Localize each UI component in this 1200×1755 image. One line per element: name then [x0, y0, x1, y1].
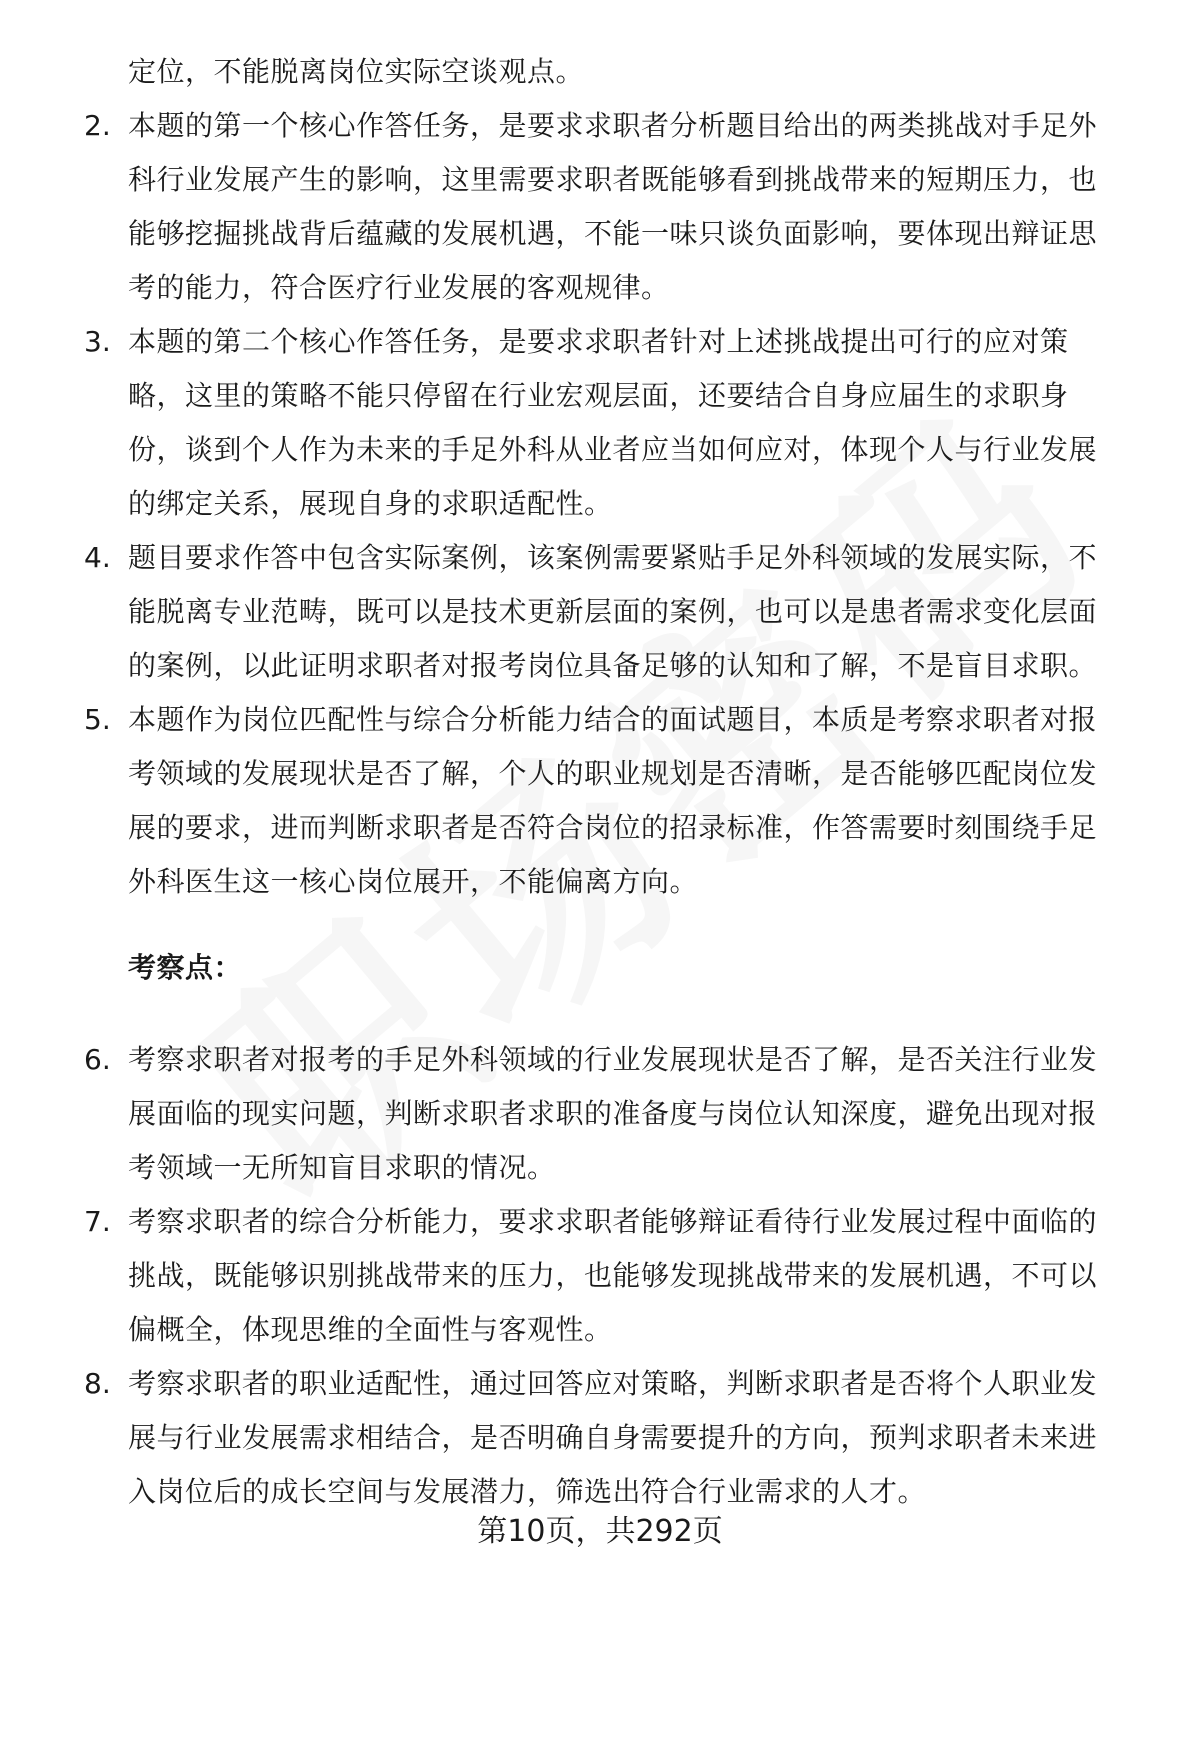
item-text-line: 考的能力，符合医疗行业发展的客观规律。	[128, 271, 670, 304]
item-number: 3.	[84, 325, 111, 358]
item-number: 5.	[84, 703, 111, 736]
item-text-line: 能脱离专业范畴，既可以是技术更新层面的案例，也可以是患者需求变化层面	[128, 595, 1098, 628]
item-text-line: 的绑定关系，展现自身的求职适配性。	[128, 487, 613, 520]
item-text-line: 题目要求作答中包含实际案例，该案例需要紧贴手足外科领域的发展实际，不	[128, 541, 1098, 574]
point-text-line: 偏概全，体现思维的全面性与客观性。	[128, 1313, 613, 1346]
item-text-line: 的案例，以此证明求职者对报考岗位具备足够的认知和了解，不是盲目求职。	[128, 649, 1098, 682]
intro-line: 定位，不能脱离岗位实际空谈观点。	[128, 55, 585, 88]
item-text-line: 能够挖掘挑战背后蕴藏的发展机遇，不能一味只谈负面影响，要体现出辩证思	[128, 217, 1098, 250]
item-text-line: 本题的第一个核心作答任务，是要求求职者分析题目给出的两类挑战对手足外	[128, 109, 1098, 142]
point-text-line: 考察求职者的综合分析能力，要求求职者能够辩证看待行业发展过程中面临的	[128, 1205, 1098, 1238]
item-text-line: 展的要求，进而判断求职者是否符合岗位的招录标准，作答需要时刻围绕手足	[128, 811, 1098, 844]
point-text-line: 入岗位后的成长空间与发展潜力，筛选出符合行业需求的人才。	[128, 1475, 927, 1508]
point-text-line: 考领域一无所知盲目求职的情况。	[128, 1151, 556, 1184]
item-text-line: 考领域的发展现状是否了解，个人的职业规划是否清晰，是否能够匹配岗位发	[128, 757, 1098, 790]
item-number: 2.	[84, 109, 111, 142]
item-text-line: 略，这里的策略不能只停留在行业宏观层面，还要结合自身应届生的求职身	[128, 379, 1069, 412]
point-number: 6.	[84, 1043, 111, 1076]
item-text-line: 份，谈到个人作为未来的手足外科从业者应当如何应对，体现个人与行业发展	[128, 433, 1098, 466]
point-text-line: 展面临的现实问题，判断求职者求职的准备度与岗位认知深度，避免出现对报	[128, 1097, 1098, 1130]
point-text-line: 挑战，既能够识别挑战带来的压力，也能够发现挑战带来的发展机遇，不可以	[128, 1259, 1098, 1292]
item-text-line: 科行业发展产生的影响，这里需要求职者既能够看到挑战带来的短期压力，也	[128, 163, 1098, 196]
point-number: 7.	[84, 1205, 111, 1238]
item-number: 4.	[84, 541, 111, 574]
section-heading: 考察点：	[128, 951, 243, 984]
page-footer: 第10页，共292页	[477, 1514, 723, 1549]
item-text-line: 本题的第二个核心作答任务，是要求求职者针对上述挑战提出可行的应对策	[128, 325, 1069, 358]
point-text-line: 展与行业发展需求相结合，是否明确自身需要提升的方向，预判求职者未来进	[128, 1421, 1098, 1454]
point-text-line: 考察求职者对报考的手足外科领域的行业发展现状是否了解，是否关注行业发	[128, 1043, 1098, 1076]
item-text-line: 外科医生这一核心岗位展开，不能偏离方向。	[128, 865, 699, 898]
item-text-line: 本题作为岗位匹配性与综合分析能力结合的面试题目，本质是考察求职者对报	[128, 703, 1098, 736]
point-text-line: 考察求职者的职业适配性，通过回答应对策略，判断求职者是否将个人职业发	[128, 1367, 1098, 1400]
point-number: 8.	[84, 1367, 111, 1400]
